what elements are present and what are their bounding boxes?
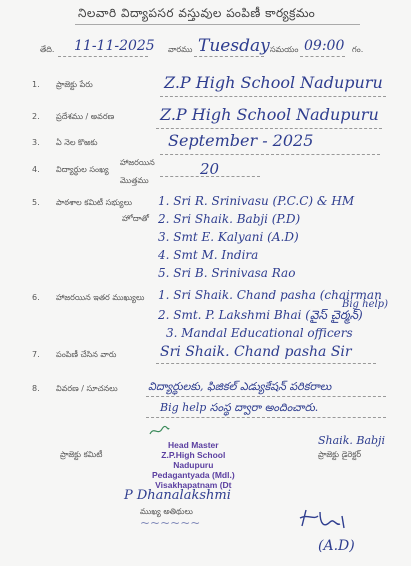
guests-label: హాజరయిన ఇతర ముఖ్యులు — [56, 293, 145, 302]
field-3-value: September - 2025 — [168, 131, 314, 150]
title-underline — [75, 24, 360, 25]
stamp-line-2: Z.P.High School — [161, 450, 226, 460]
field-2-label: ప్రదేశము / అవరణ — [56, 112, 115, 121]
field-8-number: 8. — [32, 384, 40, 393]
school-stamp — [152, 440, 235, 490]
field-1-label: ప్రాజెక్టు పేరు — [56, 80, 93, 89]
stamp-line-4: Pedagantyada (Mdl.) — [152, 470, 235, 480]
field-1-value: Z.P High School Nadupuru — [164, 73, 383, 92]
time-rule — [300, 56, 345, 57]
guest-signature: P Dhanalakshmi — [124, 488, 231, 503]
distributor-label: పంపిణీ చేసిన వారు — [56, 350, 117, 359]
field-4-rule — [160, 176, 260, 177]
committee-member-4: 4. Smt M. Indira — [158, 248, 259, 262]
field-4-present-label: హాజరయిన — [120, 158, 155, 167]
field-2-rule — [156, 128, 382, 129]
form-title: నిలవారి విద్యాపసర వస్తువుల పంపిణీ కార్యక్రమం — [78, 6, 316, 20]
details-line-2: Big help సంస్థ ద్వారా అందించారు. — [160, 401, 319, 414]
date-label: తేది. — [40, 45, 55, 54]
committee-signature-label: ప్రాజెక్టు కమిటీ — [60, 450, 103, 459]
day-label: వారము — [168, 45, 193, 54]
guest-signature-sub: ముఖ్య అతిథులు — [140, 507, 193, 516]
guest-signature-overwrite: ~~~~~~ — [140, 516, 201, 530]
time-unit: గం. — [352, 45, 364, 54]
distributor-value: Sri Shaik. Chand pasha Sir — [160, 344, 352, 360]
distributor-rule — [156, 363, 376, 364]
stamp-line-5: Visakhapatnam (Dt — [155, 480, 232, 490]
field-7-number: 7. — [32, 350, 40, 359]
field-4-value: 20 — [200, 160, 220, 178]
field-3-label: ఏ నెల కొఱకు — [56, 138, 98, 147]
director-label: ప్రాజెక్టు డైరెక్టర్ — [318, 450, 362, 459]
committee-member-5: 5. Sri B. Srinivasa Rao — [158, 266, 296, 280]
date-rule — [58, 56, 148, 57]
field-2-number: 2. — [32, 112, 40, 121]
committee-label: పాఠశాల కమిటీ సభ్యులు — [56, 198, 133, 207]
field-3-rule — [160, 154, 380, 155]
ad-signature-scribble — [296, 506, 352, 540]
time-value: 09:00 — [304, 38, 345, 54]
field-4-number: 4. — [32, 165, 40, 174]
details-label: వివరణ / సూచనలు — [56, 384, 118, 393]
field-3-number: 3. — [32, 138, 40, 147]
field-6-number: 6. — [32, 293, 40, 302]
details-rule-2 — [146, 417, 386, 418]
details-rule-1 — [146, 396, 386, 397]
committee-member-3: 3. Smt E. Kalyani (A.D) — [158, 230, 299, 244]
date-value: 11-11-2025 — [74, 38, 155, 54]
committee-member-2: 2. Sri Shaik. Babji (P.D) — [158, 212, 301, 226]
field-1-rule — [160, 96, 386, 97]
day-rule — [194, 56, 264, 57]
field-1-number: 1. — [32, 80, 40, 89]
guest-1-annotation: Big help) — [342, 299, 388, 310]
field-4-total-label: మొత్తము — [120, 176, 149, 185]
committee-member-1: 1. Sri R. Srinivasu (P.C.C) & HM — [158, 194, 355, 208]
guest-3: 3. Mandal Educational officers — [166, 326, 353, 340]
field-2-value: Z.P High School Nadupuru — [160, 105, 379, 124]
field-4-label: విద్యార్థుల సంఖ్య — [56, 165, 109, 174]
stamp-line-1: Head Master — [168, 440, 219, 450]
details-line-1: విద్యార్థులకు, ఫిజికల్ ఎడ్యుకేషన్ పరికరాలు — [148, 380, 332, 393]
time-label: సమయం — [270, 45, 299, 54]
guest-1: 1. Sri Shaik. Chand pasha (chairman — [158, 288, 382, 302]
director-signature: Shaik. Babji — [318, 434, 385, 447]
guest-2: 2. Smt. P. Lakshmi Bhai (వైస్ చైర్మన్) — [158, 308, 363, 322]
field-5-number: 5. — [32, 198, 40, 207]
day-value: Tuesday — [198, 36, 270, 56]
stamp-line-3: Nadupuru — [173, 460, 214, 470]
committee-sub-label: హోదాతో — [122, 214, 149, 223]
ad-signature-label: (A.D) — [318, 538, 355, 554]
initial-scribble — [148, 424, 170, 438]
